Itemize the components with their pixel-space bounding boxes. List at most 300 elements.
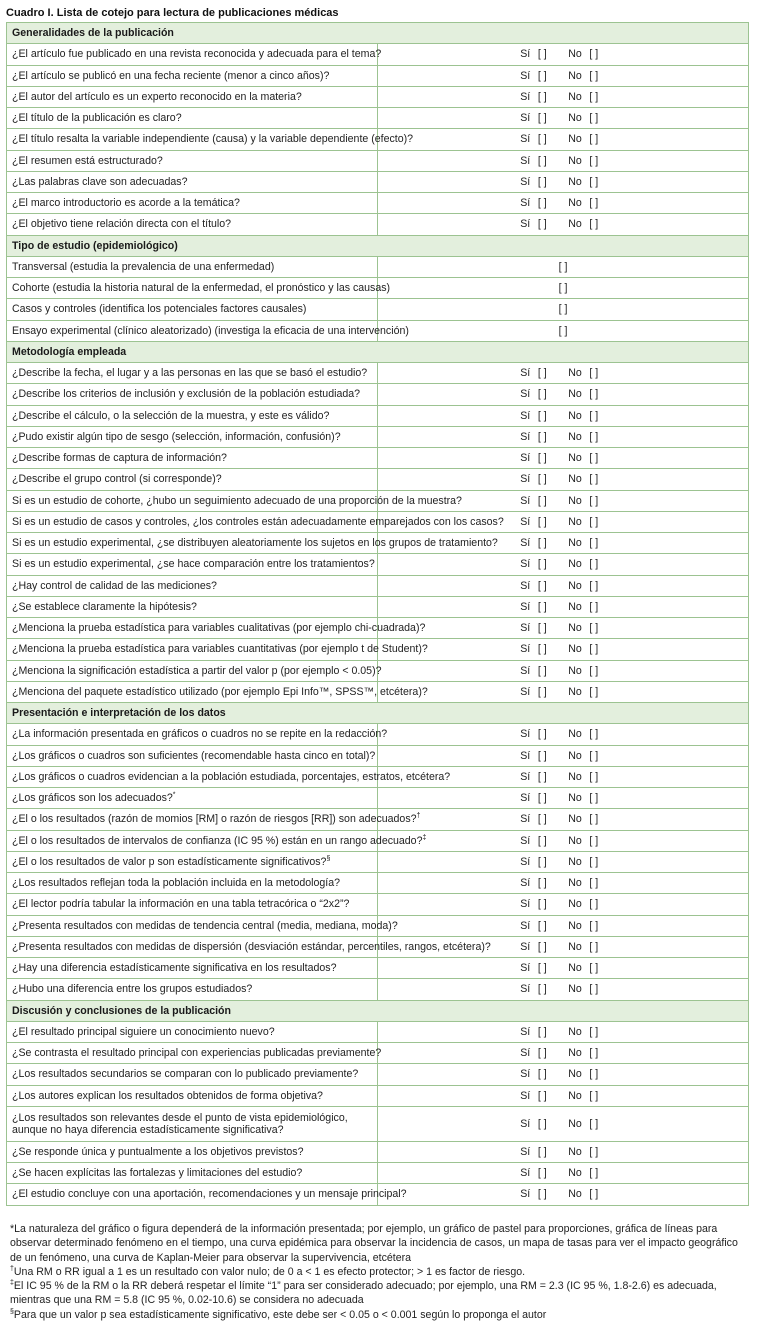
yes-label: Sí (520, 1117, 531, 1130)
yes-option[interactable] (520, 1047, 554, 1059)
no-option[interactable] (568, 1118, 606, 1130)
footnote-mark: * (172, 791, 176, 799)
yes-checkbox[interactable]: [ ] (537, 537, 547, 550)
checklist-row (7, 936, 749, 957)
no-label: No (568, 983, 582, 996)
section-title: Discusión y conclusiones de la publicación (7, 1000, 749, 1021)
no-checkbox[interactable]: [ ] (589, 600, 599, 613)
question-text: ¿Describe la fecha, el lugar y a las personas en las que se basó el estudio? (12, 367, 368, 380)
checklist-row (7, 788, 749, 809)
yes-checkbox[interactable]: [ ] (537, 813, 547, 826)
yes-option[interactable] (520, 686, 554, 698)
yes-label: Sí (520, 112, 531, 125)
yes-checkbox[interactable]: [ ] (537, 154, 547, 167)
yes-checkbox[interactable]: [ ] (537, 430, 547, 443)
question-cell (7, 660, 382, 681)
yes-option[interactable] (520, 495, 554, 507)
no-checkbox[interactable]: [ ] (589, 452, 599, 465)
yes-option[interactable] (520, 367, 554, 379)
section-header-generalidades-de-la-publicacion (7, 23, 749, 44)
no-checkbox[interactable]: [ ] (589, 728, 599, 741)
no-option[interactable] (568, 813, 606, 825)
yes-checkbox[interactable]: [ ] (537, 770, 547, 783)
no-checkbox[interactable]: [ ] (589, 154, 599, 167)
yes-option[interactable] (520, 218, 554, 230)
answer-cell (378, 1064, 749, 1085)
no-label: No (568, 770, 582, 783)
yes-option[interactable] (520, 1146, 554, 1158)
checklist-row (7, 1043, 749, 1064)
no-option[interactable] (568, 516, 606, 528)
yes-option[interactable] (520, 155, 554, 167)
question-cell (7, 320, 409, 341)
no-option[interactable] (568, 643, 606, 655)
answer-cell (378, 1085, 749, 1106)
no-checkbox[interactable]: [ ] (589, 898, 599, 911)
yes-label: Sí (520, 558, 531, 571)
yes-label: Sí (520, 175, 531, 188)
checklist-row (7, 873, 749, 894)
yes-option[interactable] (520, 750, 554, 762)
question-cell (7, 788, 378, 809)
yes-checkbox[interactable]: [ ] (537, 197, 547, 210)
yes-checkbox[interactable]: [ ] (537, 749, 547, 762)
no-option[interactable] (568, 367, 606, 379)
yes-checkbox[interactable]: [ ] (537, 622, 547, 635)
no-checkbox[interactable]: [ ] (589, 537, 599, 550)
no-option[interactable] (568, 1026, 606, 1038)
no-checkbox[interactable]: [ ] (589, 473, 599, 486)
question-text: ¿Los resultados secundarios se comparan con lo publicado previamente? (12, 1068, 359, 1081)
no-checkbox[interactable]: [ ] (589, 48, 599, 61)
yes-checkbox[interactable]: [ ] (537, 600, 547, 613)
no-option[interactable] (568, 920, 606, 932)
checklist-row (7, 256, 749, 277)
yes-option[interactable] (520, 70, 554, 82)
yes-checkbox[interactable]: [ ] (537, 940, 547, 953)
study-type-checkbox[interactable]: [ ] (558, 260, 568, 273)
yes-option[interactable] (520, 197, 554, 209)
yes-checkbox[interactable]: [ ] (537, 1117, 547, 1130)
no-label: No (568, 749, 582, 762)
no-label: No (568, 1188, 582, 1201)
question-text: ¿Presenta resultados con medidas de dispersión (desviación estándar, percentiles, rangos, etcétera)? (12, 940, 491, 953)
yes-option[interactable] (520, 537, 554, 549)
yes-option[interactable] (520, 643, 554, 655)
yes-checkbox[interactable]: [ ] (537, 69, 547, 82)
yes-option[interactable] (520, 516, 554, 528)
yes-checkbox[interactable]: [ ] (537, 1167, 547, 1180)
no-option[interactable] (568, 197, 606, 209)
question-cell (7, 639, 428, 660)
no-option[interactable] (568, 1188, 606, 1200)
no-checkbox[interactable]: [ ] (589, 685, 599, 698)
no-checkbox[interactable]: [ ] (589, 834, 599, 847)
no-label: No (568, 834, 582, 847)
answer-cell (378, 1141, 749, 1162)
checklist-row (7, 86, 749, 107)
no-label: No (568, 898, 582, 911)
study-type-checkbox[interactable]: [ ] (558, 282, 568, 295)
yes-label: Sí (520, 643, 531, 656)
section-header-tipo-de-estudio-epidemiologico (7, 235, 749, 256)
checklist-row (7, 639, 749, 660)
no-option[interactable] (568, 91, 606, 103)
yes-option[interactable] (520, 1090, 554, 1102)
no-option[interactable] (568, 835, 606, 847)
yes-option[interactable] (520, 558, 554, 570)
no-option[interactable] (568, 48, 606, 60)
yes-checkbox[interactable]: [ ] (537, 643, 547, 656)
yes-option[interactable] (520, 856, 554, 868)
question-text: Transversal (estudia la prevalencia de una enfermedad) (12, 260, 275, 273)
yes-checkbox[interactable]: [ ] (537, 494, 547, 507)
footnote-marker: * (10, 1223, 15, 1235)
yes-option[interactable] (520, 835, 554, 847)
question-text: ¿El marco introductorio es acorde a la temática? (12, 197, 240, 210)
question-text: ¿La información presentada en gráficos o cuadros no se repite en la redacción? (12, 728, 388, 741)
answer-cell (378, 86, 749, 107)
no-option[interactable] (568, 176, 606, 188)
no-checkbox[interactable]: [ ] (589, 579, 599, 592)
no-option[interactable] (568, 601, 606, 613)
table-caption: Cuadro I. Lista de cotejo para lectura de publicaciones médicas (6, 7, 339, 19)
no-checkbox[interactable]: [ ] (589, 813, 599, 826)
study-type-checkbox[interactable]: [ ] (558, 324, 568, 337)
no-option[interactable] (568, 537, 606, 549)
no-option[interactable] (568, 133, 606, 145)
yes-option[interactable] (520, 48, 554, 60)
yes-label: Sí (520, 855, 531, 868)
no-checkbox[interactable]: [ ] (589, 983, 599, 996)
question-cell (7, 1021, 378, 1042)
footnote (10, 1279, 750, 1308)
no-checkbox[interactable]: [ ] (589, 175, 599, 188)
yes-option[interactable] (520, 1188, 554, 1200)
yes-option[interactable] (520, 452, 554, 464)
answer-cell (378, 448, 749, 469)
yes-option[interactable] (520, 983, 554, 995)
yes-label: Sí (520, 218, 531, 231)
yes-checkbox[interactable]: [ ] (537, 473, 547, 486)
yes-checkbox[interactable]: [ ] (537, 90, 547, 103)
no-label: No (568, 1068, 582, 1081)
answer-cell (378, 405, 749, 426)
yes-label: Sí (520, 579, 531, 592)
yes-checkbox[interactable]: [ ] (537, 579, 547, 592)
yes-option[interactable] (520, 1068, 554, 1080)
no-option[interactable] (568, 941, 606, 953)
no-option[interactable] (568, 686, 606, 698)
yes-option[interactable] (520, 665, 554, 677)
answer-cell (378, 469, 749, 490)
yes-checkbox[interactable]: [ ] (537, 877, 547, 890)
no-option[interactable] (568, 1090, 606, 1102)
section-header-metodologia-empleada (7, 341, 749, 362)
checklist-row (7, 958, 749, 979)
no-checkbox[interactable]: [ ] (589, 919, 599, 932)
no-option[interactable] (568, 112, 606, 124)
no-label: No (568, 452, 582, 465)
no-checkbox[interactable]: [ ] (589, 218, 599, 231)
yes-label: Sí (520, 90, 531, 103)
answer-cell (378, 809, 749, 830)
no-checkbox[interactable]: [ ] (589, 69, 599, 82)
yes-checkbox[interactable]: [ ] (537, 409, 547, 422)
yes-checkbox[interactable]: [ ] (537, 175, 547, 188)
no-checkbox[interactable]: [ ] (589, 367, 599, 380)
no-label: No (568, 600, 582, 613)
checklist-row (7, 44, 749, 65)
yes-label: Sí (520, 664, 531, 677)
question-text: Si es un estudio experimental, ¿se hace comparación entre los tratamientos? (12, 558, 375, 571)
no-label: No (568, 579, 582, 592)
answer-cell (378, 256, 749, 277)
yes-option[interactable] (520, 1118, 554, 1130)
answer-cell (378, 214, 749, 235)
no-checkbox[interactable]: [ ] (589, 1188, 599, 1201)
no-checkbox[interactable]: [ ] (589, 197, 599, 210)
no-option[interactable] (568, 70, 606, 82)
no-checkbox[interactable]: [ ] (589, 1145, 599, 1158)
question-cell (7, 873, 378, 894)
yes-option[interactable] (520, 813, 554, 825)
question-text: Casos y controles (identifica los potenciales factores causales) (12, 303, 307, 316)
no-option[interactable] (568, 665, 606, 677)
yes-checkbox[interactable]: [ ] (537, 834, 547, 847)
no-checkbox[interactable]: [ ] (589, 622, 599, 635)
no-label: No (568, 515, 582, 528)
yes-checkbox[interactable]: [ ] (537, 728, 547, 741)
no-option[interactable] (568, 495, 606, 507)
yes-option[interactable] (520, 388, 554, 400)
yes-checkbox[interactable]: [ ] (537, 962, 547, 975)
section-title: Generalidades de la publicación (7, 23, 749, 44)
yes-label: Sí (520, 983, 531, 996)
yes-checkbox[interactable]: [ ] (537, 388, 547, 401)
yes-option[interactable] (520, 877, 554, 889)
yes-option[interactable] (520, 112, 554, 124)
question-text: ¿Menciona la significación estadística a partir del valor p (por ejemplo < 0.05)? (12, 664, 382, 677)
yes-option[interactable] (520, 410, 554, 422)
answer-cell (378, 873, 749, 894)
answer-cell (378, 108, 749, 129)
footnote-marker: § (10, 1308, 14, 1316)
no-option[interactable] (568, 558, 606, 570)
no-option[interactable] (568, 771, 606, 783)
yes-checkbox[interactable]: [ ] (537, 1068, 547, 1081)
no-option[interactable] (568, 473, 606, 485)
no-option[interactable] (568, 1167, 606, 1179)
no-checkbox[interactable]: [ ] (589, 940, 599, 953)
yes-option[interactable] (520, 580, 554, 592)
yes-label: Sí (520, 792, 531, 805)
yes-checkbox[interactable]: [ ] (537, 1188, 547, 1201)
question-text: Si es un estudio de casos y controles, ¿los controles están adecuadamente emparejados con los casos? (12, 515, 504, 528)
yes-checkbox[interactable]: [ ] (537, 112, 547, 125)
no-checkbox[interactable]: [ ] (589, 494, 599, 507)
no-option[interactable] (568, 580, 606, 592)
checklist-row (7, 469, 749, 490)
no-checkbox[interactable]: [ ] (589, 558, 599, 571)
question-text: ¿Los gráficos o cuadros son suficientes (recomendable hasta cinco en total)? (12, 749, 376, 762)
no-checkbox[interactable]: [ ] (589, 1089, 599, 1102)
yes-checkbox[interactable]: [ ] (537, 983, 547, 996)
question-cell (7, 256, 378, 277)
no-option[interactable] (568, 452, 606, 464)
no-label: No (568, 409, 582, 422)
no-label: No (568, 685, 582, 698)
no-option[interactable] (568, 1047, 606, 1059)
no-checkbox[interactable]: [ ] (589, 1047, 599, 1060)
no-option[interactable] (568, 983, 606, 995)
yes-option[interactable] (520, 920, 554, 932)
yes-option[interactable] (520, 941, 554, 953)
question-text: ¿Describe el cálculo, o la selección de la muestra, y este es válido? (12, 409, 330, 422)
yes-option[interactable] (520, 473, 554, 485)
footnote (10, 1308, 750, 1322)
yes-option[interactable] (520, 792, 554, 804)
yes-label: Sí (520, 154, 531, 167)
no-checkbox[interactable]: [ ] (589, 877, 599, 890)
checklist-row (7, 554, 749, 575)
yes-option[interactable] (520, 176, 554, 188)
yes-option[interactable] (520, 728, 554, 740)
yes-option[interactable] (520, 898, 554, 910)
checklist-row (7, 1141, 749, 1162)
no-option[interactable] (568, 792, 606, 804)
yes-option[interactable] (520, 1026, 554, 1038)
no-checkbox[interactable]: [ ] (589, 770, 599, 783)
yes-label: Sí (520, 1188, 531, 1201)
no-checkbox[interactable]: [ ] (589, 388, 599, 401)
yes-checkbox[interactable]: [ ] (537, 1047, 547, 1060)
no-checkbox[interactable]: [ ] (589, 112, 599, 125)
yes-checkbox[interactable]: [ ] (537, 515, 547, 528)
yes-checkbox[interactable]: [ ] (537, 664, 547, 677)
no-option[interactable] (568, 898, 606, 910)
no-checkbox[interactable]: [ ] (589, 962, 599, 975)
no-option[interactable] (568, 155, 606, 167)
no-option[interactable] (568, 856, 606, 868)
checklist-row (7, 384, 749, 405)
yes-option[interactable] (520, 91, 554, 103)
no-label: No (568, 664, 582, 677)
yes-checkbox[interactable]: [ ] (537, 1145, 547, 1158)
no-option[interactable] (568, 1068, 606, 1080)
no-checkbox[interactable]: [ ] (589, 1068, 599, 1081)
yes-checkbox[interactable]: [ ] (537, 133, 547, 146)
no-checkbox[interactable]: [ ] (589, 133, 599, 146)
question-text: ¿El o los resultados de intervalos de confianza (IC 95 %) están en un rango adecuado? (12, 834, 423, 847)
yes-label: Sí (520, 877, 531, 890)
yes-option[interactable] (520, 601, 554, 613)
checklist-row (7, 171, 749, 192)
no-label: No (568, 1025, 582, 1038)
question-text: ¿El autor del artículo es un experto reconocido en la materia? (12, 90, 302, 103)
question-cell (7, 554, 378, 575)
yes-label: Sí (520, 813, 531, 826)
yes-label: Sí (520, 494, 531, 507)
yes-option[interactable] (520, 431, 554, 443)
no-checkbox[interactable]: [ ] (589, 855, 599, 868)
no-checkbox[interactable]: [ ] (589, 430, 599, 443)
yes-checkbox[interactable]: [ ] (537, 367, 547, 380)
no-option[interactable] (568, 728, 606, 740)
checklist-row (7, 129, 749, 150)
yes-checkbox[interactable]: [ ] (537, 48, 547, 61)
no-option[interactable] (568, 962, 606, 974)
no-checkbox[interactable]: [ ] (589, 749, 599, 762)
no-option[interactable] (568, 388, 606, 400)
no-checkbox[interactable]: [ ] (589, 664, 599, 677)
answer-cell (378, 851, 749, 872)
yes-option[interactable] (520, 771, 554, 783)
no-option[interactable] (568, 410, 606, 422)
no-option[interactable] (568, 431, 606, 443)
no-option[interactable] (568, 877, 606, 889)
no-checkbox[interactable]: [ ] (589, 1167, 599, 1180)
yes-checkbox[interactable]: [ ] (537, 452, 547, 465)
checklist-row (7, 745, 749, 766)
no-checkbox[interactable]: [ ] (589, 1025, 599, 1038)
study-type-checkbox[interactable]: [ ] (558, 303, 568, 316)
no-checkbox[interactable]: [ ] (589, 643, 599, 656)
yes-checkbox[interactable]: [ ] (537, 1089, 547, 1102)
yes-label: Sí (520, 133, 531, 146)
question-cell (7, 405, 378, 426)
yes-option[interactable] (520, 1167, 554, 1179)
no-checkbox[interactable]: [ ] (589, 409, 599, 422)
yes-checkbox[interactable]: [ ] (537, 855, 547, 868)
yes-checkbox[interactable]: [ ] (537, 898, 547, 911)
no-label: No (568, 48, 582, 61)
no-checkbox[interactable]: [ ] (589, 792, 599, 805)
no-option[interactable] (568, 750, 606, 762)
question-text: ¿El artículo se publicó en una fecha reciente (menor a cinco años)? (12, 69, 330, 82)
no-label: No (568, 154, 582, 167)
no-option[interactable] (568, 1146, 606, 1158)
no-option[interactable] (568, 218, 606, 230)
question-text: ¿Los resultados reflejan toda la población incluida en la metodología? (12, 877, 341, 890)
question-text: ¿El objetivo tiene relación directa con el título? (12, 218, 232, 231)
answer-cell (378, 1163, 749, 1184)
yes-label: Sí (520, 622, 531, 635)
yes-option[interactable] (520, 962, 554, 974)
yes-checkbox[interactable]: [ ] (537, 919, 547, 932)
question-text: ¿Menciona la prueba estadística para variables cualitativas (por ejemplo chi-cuadrada)? (12, 622, 426, 635)
checklist-row (7, 426, 749, 447)
no-checkbox[interactable]: [ ] (589, 515, 599, 528)
yes-option[interactable] (520, 133, 554, 145)
yes-checkbox[interactable]: [ ] (537, 792, 547, 805)
no-checkbox[interactable]: [ ] (589, 90, 599, 103)
question-text: ¿El título de la publicación es claro? (12, 112, 182, 125)
yes-checkbox[interactable]: [ ] (537, 558, 547, 571)
footnote-mark: ‡ (422, 834, 427, 842)
yes-checkbox[interactable]: [ ] (537, 685, 547, 698)
no-option[interactable] (568, 622, 606, 634)
no-checkbox[interactable]: [ ] (589, 1117, 599, 1130)
answer-cell (378, 788, 749, 809)
question-text: ¿Menciona la prueba estadística para variables cuantitativas (por ejemplo t de Student)? (12, 643, 428, 656)
yes-checkbox[interactable]: [ ] (537, 218, 547, 231)
yes-label: Sí (520, 1068, 531, 1081)
yes-option[interactable] (520, 622, 554, 634)
yes-label: Sí (520, 388, 531, 401)
yes-label: Sí (520, 367, 531, 380)
yes-checkbox[interactable]: [ ] (537, 1025, 547, 1038)
